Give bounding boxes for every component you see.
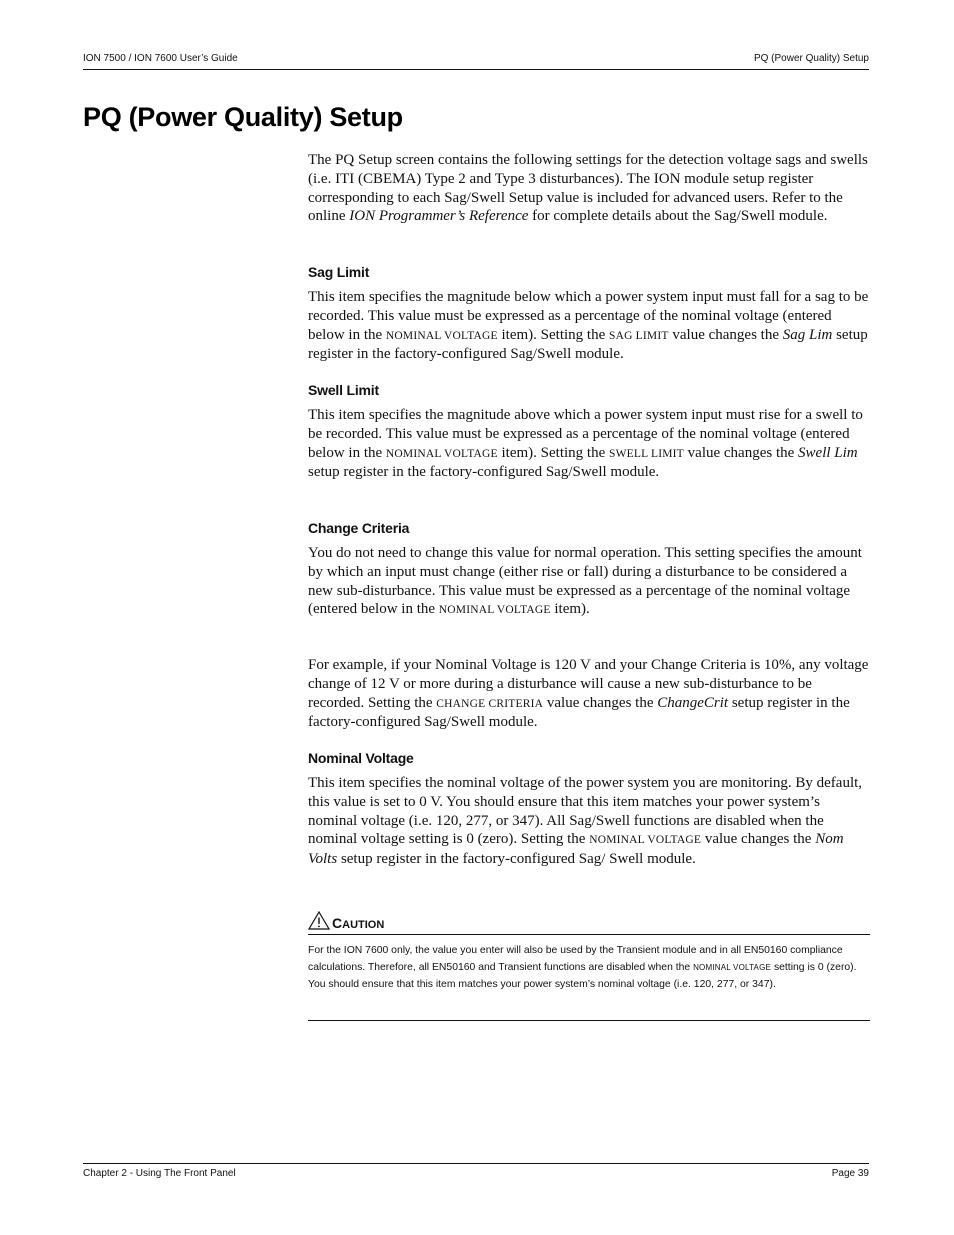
sag-limit-title: Sag Limit bbox=[308, 264, 370, 280]
caution-text-a: For the ION 7600 only, the value you enter will also be used by the Transient module and in all EN50160 compliance calculations. Therefore, all EN50160 and Transient functions are disabled when the bbox=[308, 945, 843, 973]
change-text-a: You do not need to change this value for normal operation. This setting specifies the amount by which an input must change (either rise or fall) during a disturbance to be considered a new sub-disturbance. This value must be expressed as a percentage of the nominal voltage (entered below in the bbox=[308, 545, 862, 618]
intro-text-a: The PQ Setup screen contains the following settings for the detection voltage sags and swells (i.e. ITI (CBEMA) Type 2 and Type 3 disturbances). The ION module setup register corresponding to each Sag/Swell Setup value is included for advanced users. Refer to the online bbox=[308, 152, 868, 225]
sag-limit-heading bbox=[308, 264, 870, 280]
running-header-right: PQ (Power Quality) Setup bbox=[753, 53, 869, 64]
swell-text-d: setup register in the factory-configured Sag/Swell module. bbox=[308, 464, 660, 481]
example-register: ChangeCrit bbox=[657, 694, 729, 711]
sag-text-a: This item specifies the magnitude below which a power system input must fall for a sag to be recorded. This value must be expressed as a percentage of the nominal voltage (entered below in the bbox=[308, 289, 869, 343]
swell-text-b: item). Setting the bbox=[497, 444, 609, 461]
example-smallcaps: CHANGE CRITERIA bbox=[436, 697, 544, 710]
intro-reference: ION Programmer’s Reference bbox=[349, 208, 529, 225]
caution-heading bbox=[308, 911, 384, 931]
swell-limit-paragraph bbox=[308, 406, 870, 482]
swell-limit-heading bbox=[308, 382, 870, 398]
warning-triangle-icon bbox=[308, 911, 330, 930]
swell-smallcaps-1: NOMINAL VOLTAGE bbox=[385, 447, 498, 460]
nominal-smallcaps: NOMINAL VOLTAGE bbox=[589, 834, 702, 847]
sag-limit-paragraph bbox=[308, 288, 870, 364]
nominal-text-a: This item specifies the nominal voltage of the power system you are monitoring. By default, this value is set to 0 V. You should ensure that this item matches your power system’s nominal voltage (i.e. 120, 277, or 347). All Sag/Swell functions are disabled when the nominal voltage setting is 0 (zero). Setting the bbox=[308, 775, 863, 848]
page-title: PQ (Power Quality) Setup bbox=[83, 102, 403, 132]
change-criteria-paragraph bbox=[308, 544, 870, 620]
example-text-c: setup register in the factory-configured Sag/Swell module. bbox=[308, 694, 850, 731]
running-header-left: ION 7500 / ION 7600 User’s Guide bbox=[83, 53, 238, 64]
nominal-voltage-heading bbox=[308, 750, 870, 766]
footer-chapter: Chapter 2 - Using The Front Panel bbox=[83, 1168, 236, 1179]
caution-top-rule bbox=[308, 934, 870, 935]
sag-register: Sag Lim bbox=[782, 326, 833, 343]
example-text-b: value changes the bbox=[543, 694, 658, 711]
change-example-paragraph bbox=[308, 656, 870, 732]
sag-smallcaps-2: SAG LIMIT bbox=[609, 329, 669, 342]
nominal-voltage-title: Nominal Voltage bbox=[308, 750, 414, 766]
caution-bottom-rule bbox=[308, 1020, 870, 1021]
caution-cap: C bbox=[332, 915, 343, 931]
swell-text-c: value changes the bbox=[683, 444, 799, 461]
sag-text-c: value changes the bbox=[668, 326, 783, 343]
change-text-b: item). bbox=[550, 601, 590, 618]
example-text-a: For example, if your Nominal Voltage is 120 V and your Change Criteria is 10%, any voltage change of 12 V or more during a disturbance will cause a new sub-disturbance to be recorded. Setting the bbox=[308, 657, 869, 711]
intro-text-b: for complete details about the Sag/Swell module. bbox=[528, 208, 828, 225]
change-criteria-heading bbox=[308, 520, 870, 536]
footer-page-number: Page 39 bbox=[831, 1168, 869, 1179]
sag-text-d: setup register in the factory-configured Sag/Swell module. bbox=[308, 326, 868, 363]
nominal-text-b: value changes the bbox=[701, 831, 816, 848]
sag-text-b: item). Setting the bbox=[497, 326, 609, 343]
swell-text-a: This item specifies the magnitude above which a power system input must rise for a swell to be recorded. This value must be expressed as a percentage of the nominal voltage (entered below in the bbox=[308, 407, 863, 461]
intro-paragraph bbox=[308, 151, 870, 226]
caution-smallcaps: NOMINAL VOLTAGE bbox=[693, 963, 772, 972]
footer-rule bbox=[83, 1163, 869, 1164]
nominal-register: Nom Volts bbox=[308, 831, 844, 867]
caution-text-b: setting is 0 (zero). You should ensure that this item matches your power system’s nominal voltage (i.e. 120, 277, or 347). bbox=[308, 962, 857, 990]
caution-rest: AUTION bbox=[342, 919, 385, 931]
nominal-voltage-paragraph bbox=[308, 774, 870, 869]
swell-limit-title: Swell Limit bbox=[308, 382, 379, 398]
change-smallcaps-1: NOMINAL VOLTAGE bbox=[438, 604, 551, 617]
header-rule bbox=[83, 69, 869, 70]
change-criteria-title: Change Criteria bbox=[308, 520, 410, 536]
swell-register: Swell Lim bbox=[798, 444, 858, 461]
swell-smallcaps-2: SWELL LIMIT bbox=[609, 447, 684, 460]
caution-text bbox=[308, 942, 870, 993]
sag-smallcaps-1: NOMINAL VOLTAGE bbox=[385, 329, 498, 342]
nominal-text-c: setup register in the factory-configured Sag/ Swell module. bbox=[337, 851, 696, 867]
